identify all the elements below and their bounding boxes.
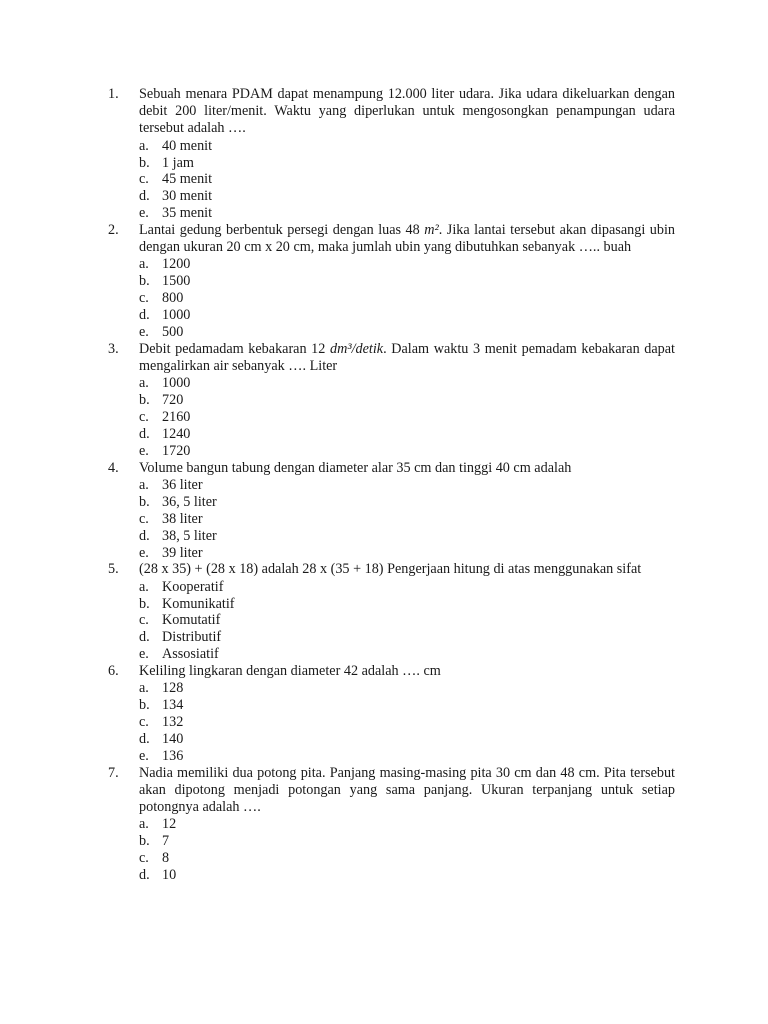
option-letter: b. xyxy=(139,493,150,510)
option-letter: a. xyxy=(139,578,149,595)
option-text: 500 xyxy=(162,324,184,341)
question-2 xyxy=(108,222,675,341)
question-text-after: . Dalam waktu 3 menit pemadam kebakaran dapat mengalirkan air sebanyak …. Liter xyxy=(139,340,675,375)
option-letter: c. xyxy=(139,850,149,867)
option-c xyxy=(139,409,675,426)
option-letter: a. xyxy=(139,137,149,154)
option-letter: b. xyxy=(139,595,150,612)
option-c xyxy=(139,850,675,867)
question-number: 6. xyxy=(108,663,119,680)
option-b xyxy=(139,596,675,613)
option-text: 10 xyxy=(162,867,177,884)
question-sheet xyxy=(0,86,768,884)
option-letter: e. xyxy=(139,646,149,663)
option-letter: a. xyxy=(139,476,149,493)
option-a xyxy=(139,579,675,596)
option-list xyxy=(139,680,675,764)
option-text: 720 xyxy=(162,392,184,409)
option-letter: b. xyxy=(139,833,150,850)
option-text: Assosiatif xyxy=(162,646,219,663)
option-text: 12 xyxy=(162,816,177,833)
option-b xyxy=(139,494,675,511)
option-d xyxy=(139,426,675,443)
question-text: Sebuah menara PDAM dapat menampung 12.000 liter udara. Jika udara dikeluarkan dengan debit 200 liter/menit. Waktu yang diperlukan untuk mengosongkan penampungan udara tersebut adalah …. xyxy=(139,86,675,137)
option-text: 36, 5 liter xyxy=(162,493,217,510)
option-text: 1240 xyxy=(162,426,191,442)
option-text: 39 liter xyxy=(162,544,203,561)
option-text: Distributif xyxy=(162,629,222,646)
question-text-after: . Jika lantai tersebut akan dipasangi ubin dengan ukuran 20 cm x 20 cm, maka jumlah ubin yang dibutuhkan sebanyak ….. buah xyxy=(139,222,675,256)
question-text: Keliling lingkaran dengan diameter 42 adalah …. cm xyxy=(139,663,441,680)
option-text: 128 xyxy=(162,680,184,697)
option-b xyxy=(139,833,675,850)
option-d xyxy=(139,867,675,884)
option-text: Kooperatif xyxy=(162,578,224,595)
option-text: 36 liter xyxy=(162,476,203,493)
option-a xyxy=(139,477,675,494)
question-text: Nadia memiliki dua potong pita. Panjang masing-masing pita 30 cm dan 48 cm. Pita tersebut akan dipotong menjadi potongan yang sama panjang. Ukuran terpanjang untuk setiap potongnya adalah …. xyxy=(139,764,675,816)
option-text: 2160 xyxy=(162,409,191,426)
option-c xyxy=(139,511,675,528)
option-d xyxy=(139,731,675,748)
option-list xyxy=(139,477,675,561)
option-letter: c. xyxy=(139,171,149,188)
option-text: 38, 5 liter xyxy=(162,527,217,544)
question-text xyxy=(139,341,675,375)
option-letter: a. xyxy=(139,816,149,833)
option-text: 1 jam xyxy=(162,154,194,171)
option-d xyxy=(139,307,675,324)
option-text: 38 liter xyxy=(162,510,203,527)
option-text: 40 menit xyxy=(162,137,213,154)
math-expression: m² xyxy=(424,222,439,239)
question-text: Volume bangun tabung dengan diameter alar 35 cm dan tinggi 40 cm adalah xyxy=(139,459,572,476)
option-list xyxy=(139,816,675,884)
option-letter: e. xyxy=(139,442,149,459)
option-e xyxy=(139,748,675,765)
option-letter: c. xyxy=(139,409,149,426)
option-c xyxy=(139,171,675,188)
option-letter: e. xyxy=(139,205,149,222)
option-text: Komutatif xyxy=(162,612,221,629)
option-d xyxy=(139,188,675,205)
option-letter: d. xyxy=(139,307,150,324)
option-c xyxy=(139,290,675,307)
option-c xyxy=(139,612,675,629)
option-letter: d. xyxy=(139,867,150,884)
option-list xyxy=(139,256,675,340)
question-text-before: Lantai gedung berbentuk persegi dengan luas 48 xyxy=(139,222,425,239)
option-letter: c. xyxy=(139,612,149,629)
question-4 xyxy=(108,460,675,562)
option-a xyxy=(139,375,675,392)
question-number: 2. xyxy=(108,222,119,239)
option-letter: a. xyxy=(139,375,149,392)
option-letter: b. xyxy=(139,154,150,171)
question-text xyxy=(139,222,675,256)
option-c xyxy=(139,714,675,731)
option-b xyxy=(139,697,675,714)
question-text-before: Debit pedamadam kebakaran 12 xyxy=(139,340,330,357)
option-a xyxy=(139,816,675,833)
option-d xyxy=(139,629,675,646)
option-text: 1200 xyxy=(162,256,191,273)
option-letter: a. xyxy=(139,680,149,697)
option-letter: d. xyxy=(139,629,150,646)
math-expression: dm³/detik xyxy=(330,340,384,357)
option-e xyxy=(139,324,675,341)
question-6 xyxy=(108,663,675,765)
option-text: 134 xyxy=(162,697,184,714)
option-text: 45 menit xyxy=(162,171,213,188)
option-letter: e. xyxy=(139,747,149,764)
question-text: (28 x 35) + (28 x 18) adalah 28 x (35 + 18) Pengerjaan hitung di atas menggunakan sifat xyxy=(139,561,642,578)
option-text: 1000 xyxy=(162,375,191,392)
option-letter: d. xyxy=(139,426,150,442)
option-a xyxy=(139,138,675,155)
question-1 xyxy=(108,86,675,222)
option-text: 7 xyxy=(162,833,170,850)
option-b xyxy=(139,392,675,409)
option-a xyxy=(139,256,675,273)
option-list xyxy=(139,375,675,459)
option-letter: c. xyxy=(139,510,149,527)
option-b xyxy=(139,155,675,172)
option-letter: e. xyxy=(139,544,149,561)
option-text: 800 xyxy=(162,290,184,307)
option-letter: c. xyxy=(139,714,149,731)
question-number: 7. xyxy=(108,764,119,781)
question-number: 4. xyxy=(108,459,119,476)
option-text: 140 xyxy=(162,730,184,747)
option-e xyxy=(139,205,675,222)
option-text: 132 xyxy=(162,714,184,731)
question-5 xyxy=(108,561,675,663)
option-text: 1500 xyxy=(162,273,191,290)
option-letter: b. xyxy=(139,392,150,409)
option-list xyxy=(139,138,675,222)
option-letter: b. xyxy=(139,273,150,290)
option-list xyxy=(139,579,675,663)
option-text: 30 menit xyxy=(162,188,213,205)
option-a xyxy=(139,680,675,697)
question-number: 1. xyxy=(108,86,119,102)
option-letter: b. xyxy=(139,697,150,714)
option-letter: c. xyxy=(139,290,149,307)
option-letter: d. xyxy=(139,730,150,747)
option-b xyxy=(139,273,675,290)
option-text: Komunikatif xyxy=(162,595,235,612)
option-e xyxy=(139,443,675,460)
question-3 xyxy=(108,341,675,460)
option-e xyxy=(139,545,675,562)
option-text: 1720 xyxy=(162,442,191,459)
option-text: 136 xyxy=(162,747,184,764)
option-text: 35 menit xyxy=(162,205,213,222)
question-number: 5. xyxy=(108,561,119,578)
option-letter: a. xyxy=(139,256,149,273)
option-text: 8 xyxy=(162,850,170,867)
question-number: 3. xyxy=(108,340,119,357)
option-letter: d. xyxy=(139,188,150,205)
option-letter: e. xyxy=(139,324,149,341)
question-7 xyxy=(108,765,675,884)
option-text: 1000 xyxy=(162,307,191,324)
option-letter: d. xyxy=(139,527,150,544)
option-e xyxy=(139,646,675,663)
option-d xyxy=(139,528,675,545)
